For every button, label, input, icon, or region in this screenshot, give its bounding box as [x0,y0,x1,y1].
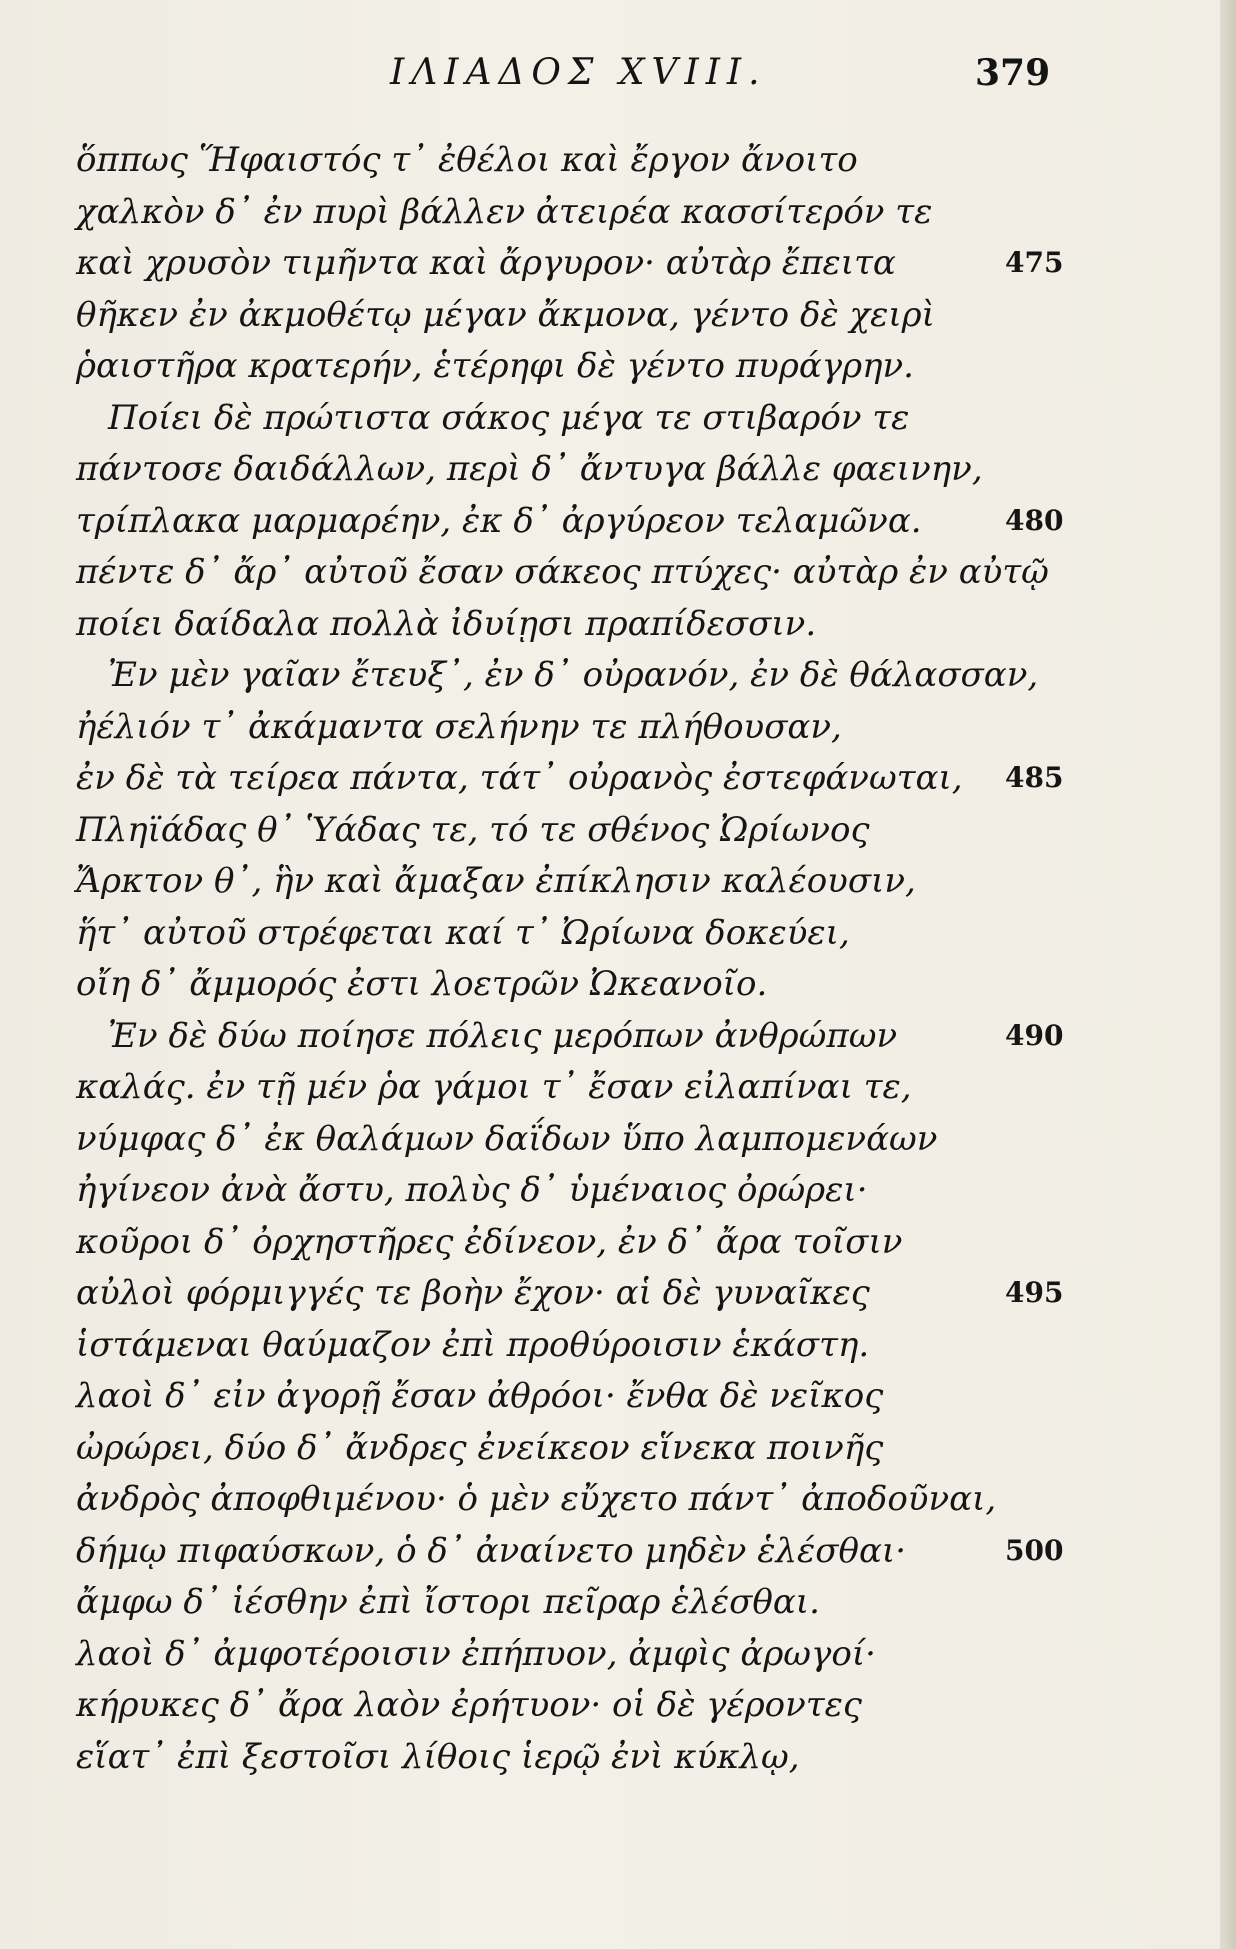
verse-text: ἠέλιόν τ᾽ ἀκάμαντα σελήνην τε πλήθουσαν, [76,706,842,747]
verse-text: οἴη δ᾽ ἄμμορός ἐστι λοετρῶν Ὠκεανοῖο. [76,964,768,1004]
verse-line [0,1117,1236,1169]
verse-line [0,1374,1236,1426]
verse-text: ποίει δαίδαλα πολλὰ ἰδυίῃσι πραπίδεσσιν. [76,603,817,644]
verse-line [0,1323,1236,1375]
line-number: 485 [1005,761,1064,794]
verse-text: ἄμφω δ᾽ ἱέσθην ἐπὶ ἴστορι πεῖραρ ἑλέσθαι. [76,1582,820,1622]
verse-line [0,1735,1236,1787]
verse-line [0,241,1236,293]
verse-text: Ἐν δὲ δύω ποίησε πόλεις μερόπων ἀνθρώπων [108,1015,898,1056]
verse-text: εἵατ᾽ ἐπὶ ξεστοῖσι λίθοις ἱερῷ ἐνὶ κύκλῳ, [76,1736,800,1777]
running-title: ΙΛΙΑΔΟΣ XVIII. [390,52,767,93]
verse-text: πάντοσε δαιδάλλων, περὶ δ᾽ ἄντυγα βάλλε φαεινην, [76,449,983,489]
verse-line [0,911,1236,963]
verse-text: Ἄρκτον θ᾽, ἣν καὶ ἄμαξαν ἐπίκλησιν καλέουσιν, [76,861,916,901]
verse-text: λαοὶ δ᾽ εἰν ἀγορῇ ἔσαν ἀθρόοι· ἔνθα δὲ νεῖκος [76,1376,884,1416]
verse-line [0,705,1236,757]
verse-line [0,808,1236,860]
verse-line [0,653,1236,705]
verse-line [0,293,1236,345]
verse-text: αὐλοὶ φόρμιγγές τε βοὴν ἔχον· αἱ δὲ γυναῖκες [76,1273,870,1313]
verse-line [0,447,1236,499]
verse-text: θῆκεν ἐν ἀκμοθέτῳ μέγαν ἄκμονα, γέντο δὲ χειρὶ [76,294,935,335]
verse-line [0,1580,1236,1632]
verse-line [0,1220,1236,1272]
verse-line [0,602,1236,654]
line-number: 500 [1005,1533,1064,1567]
verse-text: χαλκὸν δ᾽ ἐν πυρὶ βάλλεν ἀτειρέα κασσίτερόν τε [76,191,933,232]
verse-line [0,344,1236,396]
verse-text: κοῦροι δ᾽ ὀρχηστῆρες ἐδίνεον, ἐν δ᾽ ἄρα τοῖσιν [76,1221,903,1262]
verse-line [0,1065,1236,1117]
verse-text: ἠγίνεον ἀνὰ ἄστυ, πολὺς δ᾽ ὑμέναιος ὀρώρει· [76,1170,868,1210]
verse-text: Πληϊάδας θ᾽ Ὑάδας τε, τό τε σθένος Ὠρίωνος [76,809,870,850]
verse-line [0,1529,1236,1581]
verse-block [0,138,1236,1786]
verse-line [0,962,1236,1014]
verse-text: ῥαιστῆρα κρατερήν, ἑτέρηφι δὲ γέντο πυράγρην. [76,346,914,386]
verse-line [0,396,1236,448]
verse-text: λαοὶ δ᾽ ἀμφοτέροισιν ἐπήπυον, ἀμφὶς ἀρωγοί· [76,1633,876,1674]
line-number: 495 [1005,1276,1064,1309]
verse-line [0,138,1236,190]
verse-text: Ἐν μὲν γαῖαν ἔτευξ᾽, ἐν δ᾽ οὐρανόν, ἐν δὲ θάλασσαν, [108,655,1039,695]
verse-line [0,1477,1236,1529]
verse-line [0,1168,1236,1220]
line-number: 475 [1005,246,1064,279]
verse-text: ἱστάμεναι θαύμαζον ἐπὶ προθύροισιν ἑκάστη. [76,1324,870,1365]
verse-text: Ποίει δὲ πρώτιστα σάκος μέγα τε στιβαρόν τε [108,397,910,438]
verse-text: κήρυκες δ᾽ ἄρα λαὸν ἐρήτυον· οἱ δὲ γέροντες [76,1685,862,1725]
verse-line [0,499,1236,551]
verse-line [0,1271,1236,1323]
verse-text: ὠρώρει, δύο δ᾽ ἄνδρες ἐνείκεον εἵνεκα ποινῆς [76,1427,884,1468]
verse-line [0,1426,1236,1478]
verse-line [0,1683,1236,1735]
verse-line [0,756,1236,808]
verse-text: ἐν δὲ τὰ τείρεα πάντα, τάτ᾽ οὐρανὸς ἐστεφάνωται, [76,758,963,798]
line-number: 490 [1005,1018,1064,1052]
verse-text: καὶ χρυσὸν τιμῆντα καὶ ἄργυρον· αὐτὰρ ἔπειτα [76,243,896,283]
verse-text: καλάς. ἐν τῇ μέν ῥα γάμοι τ᾽ ἔσαν εἰλαπίναι τε, [76,1067,912,1107]
verse-text: πέντε δ᾽ ἄρ᾽ αὐτοῦ ἔσαν σάκεος πτύχες· αὐτὰρ ἐν αὐτῷ [76,552,1049,592]
page-number: 379 [975,52,1051,94]
verse-text: ἀνδρὸς ἀποφθιμένου· ὁ μὲν εὔχετο πάντ᾽ ἀποδοῦναι, [76,1479,997,1519]
verse-text: ὅππως Ἥφαιστός τ᾽ ἐθέλοι καὶ ἔργον ἄνοιτο [76,140,858,180]
verse-line [0,190,1236,242]
verse-text: τρίπλακα μαρμαρέην, ἐκ δ᾽ ἀργύρεον τελαμῶνα. [76,500,922,541]
verse-line [0,1014,1236,1066]
running-header [0,52,1236,112]
verse-text: δήμῳ πιφαύσκων, ὁ δ᾽ ἀναίνετο μηδὲν ἑλέσθαι· [76,1530,907,1571]
verse-line [0,1632,1236,1684]
verse-line [0,550,1236,602]
verse-text: νύμφας δ᾽ ἐκ θαλάμων δαΐδων ὕπο λαμπομενάων [76,1118,938,1159]
verse-text: ἥτ᾽ αὐτοῦ στρέφεται καί τ᾽ Ὠρίωνα δοκεύει, [76,912,850,953]
verse-line [0,859,1236,911]
line-number: 480 [1005,503,1064,537]
